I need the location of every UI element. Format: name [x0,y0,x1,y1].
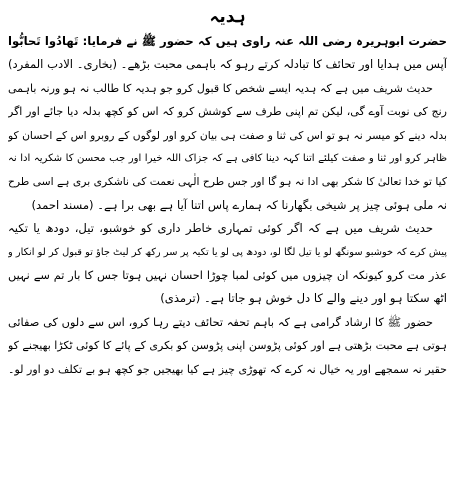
text-line-4: رنج کی نوبت آوے گی، لیکن تم اپنی طرف سے کوشش کرو کہ اس کو کچھ بدلہ دیا جائے اور اگر [8,105,447,119]
text-line-7: کیا تو خدا تعالیٰ کا شکر بھی ادا نہ ہو گا اور جس طرح الٰہی نعمت کی ناشکری بری ہے اسی طرح [8,175,447,189]
text-line-6: ظاہر کرو اور ثنا و صفت کیلئے اتنا کہہ دینا کافی ہے کہ جزاک اللہ خیرا اور جب محسن کا شکریہ ادا نہ [8,153,447,165]
text-line-5: بدلہ دینے کو میسر نہ ہو تو اس کی ثنا و صفت ہی بیان کرو اور لوگوں کے روبرو اس کے احسان کو [8,128,447,142]
text-line-11: عذر مت کرو کیونکہ ان چیزوں میں کوئی لمبا چوڑا احسان نہیں ہوتا جس کا بار تم سے نہیں [8,269,447,283]
text-line-1: حضرت ابوہریرہ رضی اللہ عنہ راوی ہیں کہ حضور ﷺ نے فرمایا: تَھادُوا تَحابُّوا [8,34,447,48]
text-line-3: حدیث شریف میں ہے کہ ہدیہ ایسے شخص کا قبول کرو جو ہدیہ کا طالب نہ ہو ورنہ باہمی [8,81,433,95]
text-line-14: ہوتی ہے محبت بڑھتی ہے اور کوئی پڑوسن اپنی پڑوسن کو بکری کے پائے کا کوئی ٹکڑا بھیجنے کو [8,339,447,353]
text-line-8: نہ ملی ہوئی چیز پر شیخی بگھارنا کہ ہمارے پاس اتنا آیا ہے بھی برا ہے۔ (مسند احمد) [31,197,447,212]
text-line-12: اٹھ سکتا ہو اور دینے والے کا دل خوش ہو جاتا ہے۔ (ترمذی) [160,291,447,306]
text-line-10: پیش کرے کہ خوشبو سونگھ لو یا تیل لگا لو، دودھ پی لو یا تکیہ پر سر رکھ کر لیٹ جاؤ تو قبول کر لو انکار و [8,246,447,258]
text-line-9: حدیث شریف میں ہے کہ اگر کوئی تمہاری خاطر داری کو خوشبو، تیل، دودھ یا تکیہ [8,221,433,236]
page-title: ہدیہ [209,7,246,27]
text-line-15: حقیر نہ سمجھے اور یہ خیال نہ کرے کہ تھوڑی چیز ہے کیا بھیجیں جو کچھ ہو بے تکلف دو اور لو۔ [8,362,447,376]
text-line-2: آپس میں ہدایا اور تحائف کا تبادلہ کرتے رہو کہ باہمی محبت بڑھے۔ (بخاری۔ الادب المفرد) [8,57,447,72]
text-line-13: حضور ﷺ کا ارشاد گرامی ہے کہ باہم تحفہ تحائف دیتے رہا کرو، اس سے دلوں کی صفائی [8,315,433,329]
